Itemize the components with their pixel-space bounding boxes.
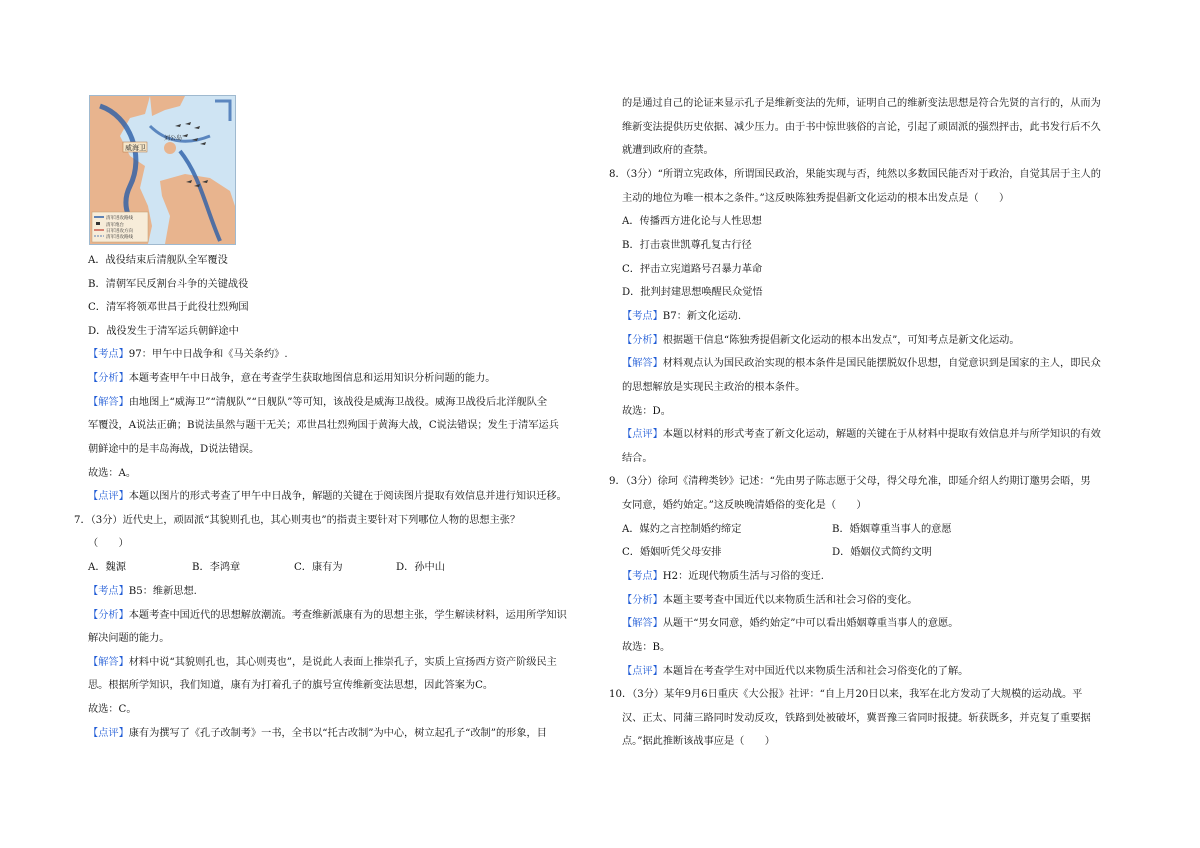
fenxi-tag: 【 分析 】 [622,595,663,606]
q10-stem: 10．（3分）某年9月6日重庆《大公报》社评：“自上月20日以来，我军在北方发动了大规模的运动战。平 [609,689,1083,700]
fenxi-tag: 【 分析 】 [622,335,663,346]
q8-dianping [622,423,1101,447]
q6-fenxi [88,367,496,391]
q8-option-b: B．打击袁世凯尊孔复古行径 [622,240,752,251]
q8-option-c: C．抨击立宪道路号召暴力革命 [622,264,763,275]
q6-option-a: A．战役结束后清舰队全军覆没 [88,255,228,266]
q6-jieda-line2: 军覆没，A说法正确；B说法虽然与题干无关；邓世昌壮烈殉国于黄海大战，C说法错误；发生于清军运兵 [88,420,559,431]
map-label-weihaiwei: 威海卫 [125,144,146,152]
q6-option-b: B．清朝军民反割台斗争的关键战役 [88,279,249,290]
fenxi-tag: 【 分析 】 [88,610,129,621]
kaodian-tag: 【 考点 】 [88,349,129,360]
battle-map-image [90,96,235,244]
map-legend-2: 清军炮台 [106,223,124,228]
map-legend-3: 日军进攻方向 [106,229,133,234]
dianping-tag: 【 点评 】 [88,728,129,739]
fenxi-text: 本题考查甲午中日战争，意在考查学生获取地图信息和运用知识分析问题的能力。 [128,373,496,384]
dianping-tag: 【 点评 】 [622,666,663,677]
q6-kaodian [88,343,288,367]
q6-jieda [88,391,547,415]
dianping-text-1: 本题以材料的形式考查了新文化运动，解题的关键在于从材料中提取有效信息并与所学知识的有效 [662,429,1101,440]
jieda-text: 从题干“男女同意，婚约始定”中可以看出婚姻尊重当事人的意愿。 [662,618,959,629]
q7-jieda-line2: 思。根据所学知识，我们知道，康有为打着孔子的旗号宣传维新变法思想，因此答案为C。 [88,680,494,691]
dianping-tag: 【 点评 】 [622,429,663,440]
q9-kaodian [622,565,824,589]
q8-jieda [622,352,1101,376]
q6-option-c: C．清军将领邓世昌于此役壮烈殉国 [88,302,249,313]
jieda-text-1: 由地图上“威海卫”“清舰队”“日舰队”等可知，该战役是威海卫战役。威海卫战役后北洋舰队全 [128,397,548,408]
q9-stem: 9．（3分）徐珂《清稗类钞》记述：“先由男子陈志愿于父母，得父母允准，即延介绍人约期订邀男会晤，男 [609,476,1091,487]
jieda-text-1: 材料中说“其貌则孔也，其心则夷也”，是说此人表面上推崇孔子，实质上宣扬西方资产阶级民主 [128,657,557,668]
fenxi-tag: 【 分析 】 [88,373,129,384]
q9-answer: 故选：B。 [622,642,671,653]
q9-option-b: B．婚姻尊重当事人的意愿 [832,524,952,535]
q8-dianping-line2: 结合。 [622,453,653,464]
jieda-tag: 【 解答 】 [88,397,129,408]
q7-option-b: B．李鸿章 [192,562,241,573]
q7-option-c: C．康有为 [294,562,343,573]
fenxi-text: 本题主要考查中国近代以来物质生活和社会习俗的变化。 [662,595,918,606]
q8-jieda-line2: 的思想解放是实现民主政治的根本条件。 [622,382,806,393]
q7-fenxi-line2: 解决问题的能力。 [88,633,170,644]
q6-option-d: D．战役发生于清军运兵朝鲜途中 [88,326,239,337]
q6-jieda-line3: 朝鲜途中的是丰岛海战，D说法错误。 [88,444,260,455]
battle-map-figure [89,95,236,245]
q10-stem-line3: 点。”据此推断该战事应是（ ） [622,736,775,747]
dianping-text: 康有为撰写了《孔子改制考》一书，全书以“托古改制”为中心，树立起孔子“改制”的形象，目 [128,728,547,739]
dianping-text: 本题旨在考查学生对中国近代以来物质生活和社会习俗变化的了解。 [662,666,969,677]
q9-option-a: A．媒妁之言控制婚约缔定 [622,524,742,535]
kaodian-tag: 【 考点 】 [622,571,663,582]
fenxi-text: 根据题干信息“陈独秀提倡新文化运动的根本出发点”，可知考点是新文化运动。 [662,335,1020,346]
q8-stem: 8．（3分）“所谓立宪政体，所谓国民政治，果能实现与否，纯然以多数国民能否对于政治，自觉其居于主人的 [609,169,1101,180]
q7-answer: 故选：C。 [88,704,137,715]
map-legend-1: 清军进攻路线 [106,216,133,221]
q7-dianping [88,722,547,746]
q9-fenxi [622,589,917,613]
q9-dianping [622,660,968,684]
q7-cont-line2: 维新变法提供历史依据、减少压力。由于书中惊世骇俗的言论，引起了顽固派的强烈抨击，此书发行后不久 [622,122,1101,133]
q8-option-d: D．批判封建思想唤醒民众觉悟 [622,287,763,298]
jieda-text-1: 材料观点认为国民政治实现的根本条件是国民能摆脱奴仆思想，自觉意识到是国家的主人，即民众 [662,358,1101,369]
q7-cont-line1: 的是通过自己的论证来显示孔子是维新变法的先师，证明自己的维新变法思想是符合先贤的言行的，从而为 [622,98,1101,109]
jieda-tag: 【 解答 】 [88,657,129,668]
q7-fenxi [88,604,567,628]
kaodian-tag: 【 考点 】 [622,311,663,322]
q9-option-c: C．婚姻听凭父母安排 [622,547,722,558]
q7-cont-line3: 就遭到政府的查禁。 [622,145,714,156]
q9-stem-line2: 女同意，婚约始定。”这反映晚清婚俗的变化是（ ） [622,500,867,511]
kaodian-text: B7：新文化运动. [662,311,742,322]
kaodian-text: H2：近现代物质生活与习俗的变迁. [662,571,824,582]
map-label-liugongdao: 刘公岛 [164,135,183,142]
q9-jieda [622,612,958,636]
q6-answer: 故选：A。 [88,468,137,479]
q8-kaodian [622,305,741,329]
q9-option-d: D．婚姻仪式简约文明 [832,547,932,558]
q6-dianping [88,485,567,509]
fenxi-text-1: 本题考查中国近代的思想解放潮流。考查维新派康有为的思想主张，学生解读材料，运用所学知识 [128,610,567,621]
q7-stem-paren: （ ） [88,538,129,549]
jieda-tag: 【 解答 】 [622,358,663,369]
q7-stem: 7．（3分）近代史上，顽固派“其貌则孔也，其心则夷也”的指责主要针对下列哪位人物的思想主张？ [74,515,521,526]
q7-option-d: D．孙中山 [396,562,445,573]
q10-stem-line2: 汉、正太、同蒲三路同时发动反攻，铁路到处被破坏，冀晋豫三省同时报捷。斩获既多，并克复了重要据 [622,713,1091,724]
dianping-tag: 【 点评 】 [88,491,129,502]
kaodian-tag: 【 考点 】 [88,586,129,597]
q7-jieda [88,651,557,675]
q7-option-a: A．魏源 [88,562,126,573]
kaodian-text: B5：维新思想. [128,586,197,597]
q8-fenxi [622,329,1020,353]
dianping-text: 本题以图片的形式考查了甲午中日战争，解题的关键在于阅读图片提取有效信息并进行知识迁移。 [128,491,567,502]
map-legend-4: 清军进攻路线 [106,235,133,240]
kaodian-text: 97：甲午中日战争和《马关条约》. [128,349,288,360]
q7-kaodian [88,580,197,604]
q8-stem-line2: 主动的地位为唯一根本之条件。”这反映陈独秀提倡新文化运动的根本出发点是（ ） [622,193,1010,204]
q8-answer: 故选：D。 [622,406,671,417]
jieda-tag: 【 解答 】 [622,618,663,629]
q8-option-a: A．传播西方进化论与人性思想 [622,216,762,227]
